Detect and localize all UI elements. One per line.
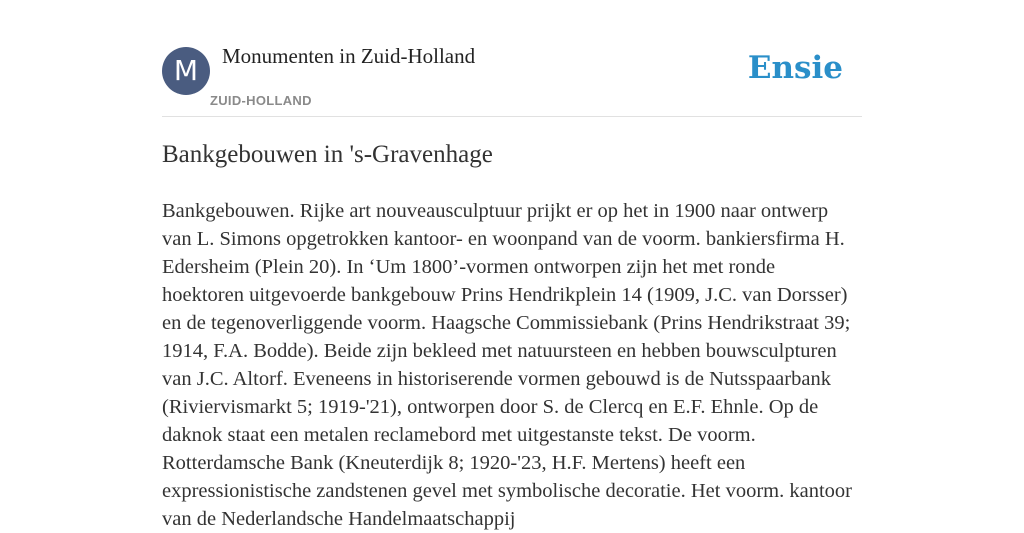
article-body: Bankgebouwen. Rijke art nouveausculptuur prijkt er op het in 1900 naar ontwerp van L. Simons opgetrokken kantoor- en woonpand van de voorm. bankiersfirma H. Edersheim (Plein 20). In ‘Um 1800’-vormen ontworpen zijn het met ronde hoektoren uitgevoerde bankgebouw Prins Hendrikplein 14 (1909, J.C. van Dorsser) en de tegenoverliggende voorm. Haagsche Commissiebank (Prins Hendrikstraat 39; 1914, F.A. Bodde). Beide zijn bekleed met natuursteen en hebben bouwsculpturen van J.C. Altorf. Eveneens in historiserende vormen gebouwd is de Nutsspaarbank (Riviervismarkt 5; 1919-'21), ontworpen door S. de Clercq en E.F. Ehnle. Op de daknok staat een metalen reclamebord met uitgestanste tekst. De voorm. Rotterdamsche Bank (Kneuterdijk 8; 1920-'23, H.F. Mertens) heeft een expressionistische zandstenen gevel met symbolische decoratie. Het voorm. kantoor van de Nederlandsche Handelmaatschappij	[162, 200, 852, 530]
article-title: Bankgebouwen in 's-Gravenhage	[162, 141, 493, 168]
page-header	[162, 0, 862, 117]
brand-logo[interactable]: Ensie	[747, 50, 843, 86]
category-link[interactable]: ZUID-HOLLAND	[210, 93, 312, 108]
site-title[interactable]: Monumenten in Zuid-Holland	[222, 44, 476, 68]
avatar[interactable]: M	[162, 47, 210, 95]
article	[162, 138, 862, 533]
